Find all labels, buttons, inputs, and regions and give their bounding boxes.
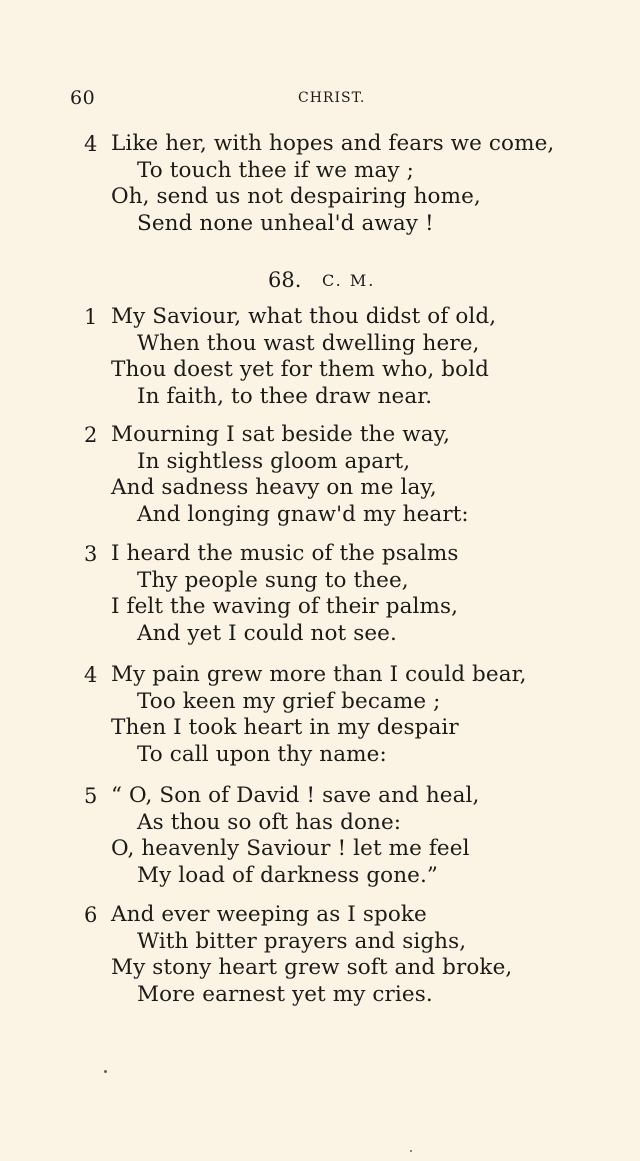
running-head	[0, 86, 640, 110]
stanza-number: 2	[84, 423, 98, 447]
stanza-number: 3	[84, 542, 98, 566]
stanza-line: With bitter prayers and sighs,	[137, 928, 467, 954]
stanza-4	[0, 662, 640, 768]
section-title: CHRIST.	[298, 90, 366, 106]
stanza-line: Like her, with hopes and fears we come,	[111, 131, 555, 156]
hymn-meter: C. M.	[322, 271, 376, 290]
page-number: 60	[70, 87, 96, 109]
stanza-line: As thou so oft has done:	[137, 809, 402, 835]
stanza-line: In sightless gloom apart,	[137, 448, 411, 474]
stanza-line: My Saviour, what thou didst of old,	[111, 304, 497, 329]
paper-speck	[104, 1070, 107, 1073]
stanza-line: To call upon thy name:	[137, 741, 387, 767]
stanza-line: More earnest yet my cries.	[137, 981, 433, 1007]
stanza-line: And yet I could not see.	[137, 620, 397, 646]
stanza-line: Send none unheal'd away !	[137, 210, 434, 236]
stanza-line: I felt the waving of their palms,	[111, 594, 459, 619]
stanza-2	[0, 422, 640, 528]
stanza-line: My pain grew more than I could bear,	[111, 662, 527, 687]
stanza-5	[0, 783, 640, 889]
stanza-line: In faith, to thee draw near.	[137, 383, 433, 409]
hymn-number: 68.	[268, 268, 302, 292]
carry-over-stanza	[0, 131, 640, 237]
stanza-1	[0, 304, 640, 410]
stanza-number: 4	[84, 663, 98, 687]
stanza-line: “ O, Son of David ! save and heal,	[111, 783, 480, 808]
stanza-line: To touch thee if we may ;	[137, 157, 414, 183]
stanza-6	[0, 902, 640, 1008]
stanza-line: And longing gnaw'd my heart:	[137, 501, 469, 527]
stanza-line: My stony heart grew soft and broke,	[111, 955, 513, 980]
stanza-3	[0, 541, 640, 647]
stanza-line: Mourning I sat beside the way,	[111, 422, 451, 447]
paper-speck	[410, 1150, 412, 1152]
stanza-line: Too keen my grief became ;	[137, 688, 441, 714]
stanza-line: Oh, send us not despairing home,	[111, 184, 481, 209]
stanza-line: Then I took heart in my despair	[111, 715, 459, 740]
stanza-number: 5	[84, 784, 98, 808]
stanza-number: 1	[84, 305, 98, 329]
stanza-number: 6	[84, 903, 98, 927]
stanza-line: I heard the music of the psalms	[111, 541, 459, 566]
hymn-heading	[268, 265, 468, 295]
stanza-line: O, heavenly Saviour ! let me feel	[111, 836, 470, 861]
stanza-line: And ever weeping as I spoke	[111, 902, 427, 927]
stanza-line: Thy people sung to thee,	[137, 567, 409, 593]
stanza-line: Thou doest yet for them who, bold	[111, 357, 490, 382]
stanza-number: 4	[84, 132, 98, 156]
stanza-line: When thou wast dwelling here,	[137, 330, 480, 356]
stanza-line: And sadness heavy on me lay,	[111, 475, 437, 500]
stanza-line: My load of darkness gone.”	[137, 862, 439, 888]
